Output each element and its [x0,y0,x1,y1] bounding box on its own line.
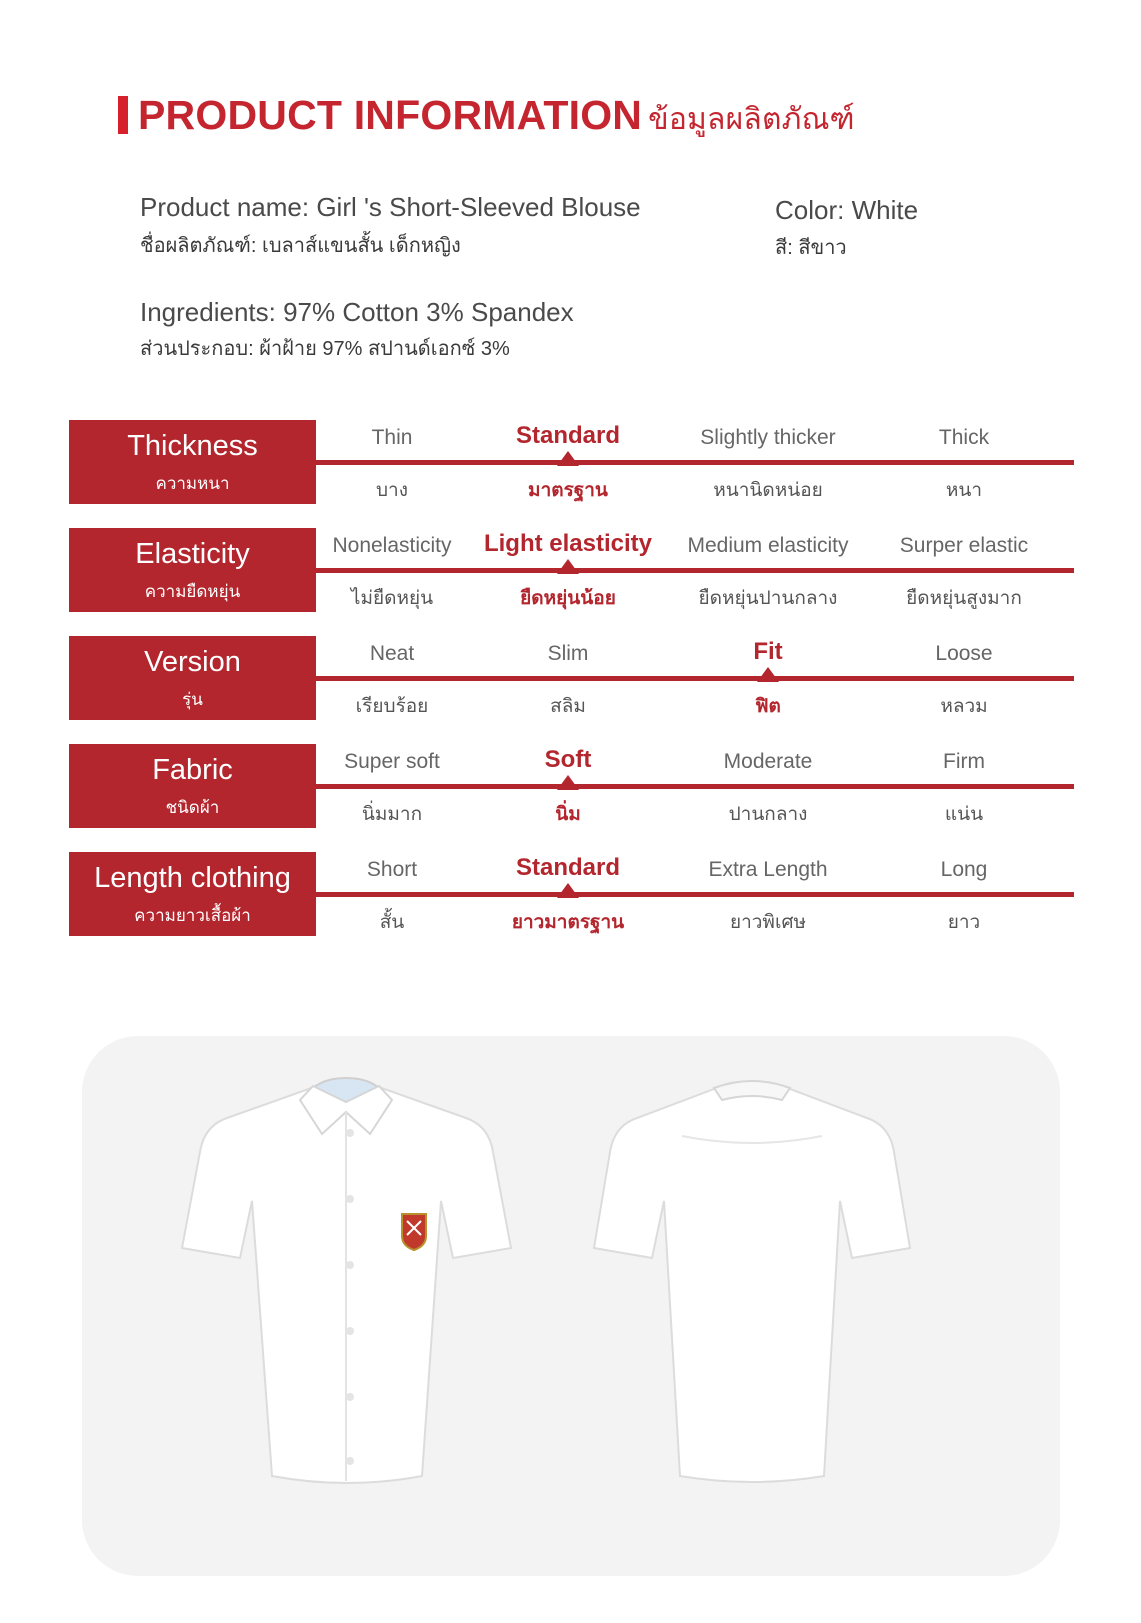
product-ingredients: Ingredients: 97% Cotton 3% Spandex [140,297,574,327]
attribute-label [69,636,316,720]
option-en: Long [940,858,988,881]
option-en: Thick [938,426,990,449]
page-title-en: PRODUCT INFORMATION [138,92,643,138]
attribute-row-elasticity [69,528,1074,612]
option-th: หลวม [940,696,988,717]
selected-marker-icon [557,883,579,898]
product-photos [82,1036,1060,1576]
attribute-label [69,744,316,828]
option-th: ยืดหยุ่นสูงมาก [906,588,1022,609]
option-en: Slim [547,642,589,665]
option-selected-en: Soft [544,746,592,773]
school-crest-icon [402,1214,426,1250]
option-selected-en: Fit [753,638,783,665]
option-selected-th: ยาวมาตรฐาน [511,912,625,933]
option-selected-en: Standard [515,854,620,881]
scale-line [316,460,1074,465]
option-th: ไม่ยืดหยุ่น [350,588,434,609]
shirt-back-image [594,1081,910,1482]
attribute-row-version [69,636,1074,720]
product-photo-panel [82,1036,1060,1576]
attribute-label-th: ความยืดหยุ่น [144,582,241,601]
attribute-row-thickness [69,420,1074,504]
option-en: Thin [371,426,413,449]
attribute-row-fabric [69,744,1074,828]
selected-marker-icon [557,559,579,574]
option-selected-th: มาตรฐาน [528,480,608,501]
option-th: ยาวพิเศษ [729,912,807,933]
option-th: สั้น [379,912,405,933]
scale-line [316,676,1074,681]
option-th: เรียบร้อย [355,696,429,717]
attribute-label-en: Fabric [152,754,233,786]
option-selected-en: Light elasticity [483,530,653,557]
option-selected-en: Standard [515,422,620,449]
option-en: Loose [935,642,993,665]
attribute-label-th: ความหนา [155,474,230,493]
page-title-th: ข้อมูลผลิตภัณฑ์ [648,103,855,136]
option-en: Super soft [344,750,440,773]
selected-marker-icon [557,451,579,466]
option-en: Firm [943,750,985,773]
option-th: หนานิดหน่อย [713,480,823,501]
option-th: ยืดหยุ่นปานกลาง [698,588,838,609]
option-selected-th: นิ่ม [555,804,581,825]
scale-line [316,568,1074,573]
option-en: Slightly thicker [700,426,836,449]
product-ingredients-th: ส่วนประกอบ: ผ้าฝ้าย 97% สปานด์เอกซ์ 3% [140,338,510,360]
scale-line [316,784,1074,789]
product-color-th: สี: สีขาว [775,237,847,259]
product-color: Color: White [775,195,919,225]
option-en: Short [366,858,418,881]
attribute-label-en: Version [144,646,241,678]
attribute-label [69,420,316,504]
option-th: บาง [375,480,408,501]
option-th: สลิม [550,696,586,717]
attribute-label-en: Length clothing [94,862,291,894]
attribute-label-th: ความยาวเสื้อผ้า [134,906,251,925]
attribute-label-th: ชนิดผ้า [165,798,220,817]
option-th: ปานกลาง [728,804,808,825]
selected-marker-icon [557,775,579,790]
attribute-label-en: Elasticity [135,538,250,570]
scale-line [316,892,1074,897]
option-th: หนา [945,480,983,501]
attribute-label-th: รุ่น [182,690,203,709]
option-en: Moderate [723,750,813,773]
shirt-front-image [182,1078,511,1483]
page-title [138,92,855,143]
option-en: Medium elasticity [687,534,849,557]
option-th: แน่น [944,804,984,825]
option-selected-th: ยืดหยุ่นน้อย [520,588,616,609]
option-en: Neat [369,642,415,665]
option-en: Extra Length [708,858,828,881]
attribute-label-en: Thickness [127,430,258,462]
attribute-row-length-clothing [69,852,1074,936]
option-selected-th: ฟิต [755,696,781,717]
product-name: Product name: Girl 's Short-Sleeved Blouse [140,192,641,222]
option-en: Nonelasticity [332,534,452,557]
header-accent-bar [118,96,128,134]
attribute-label [69,852,316,936]
attribute-label [69,528,316,612]
product-name-th: ชื่อผลิตภัณฑ์: เบลาส์แขนสั้น เด็กหญิง [140,235,461,257]
option-th: ยาว [947,912,981,933]
option-en: Surper elastic [899,534,1029,557]
selected-marker-icon [757,667,779,682]
option-th: นิ่มมาก [361,804,423,825]
